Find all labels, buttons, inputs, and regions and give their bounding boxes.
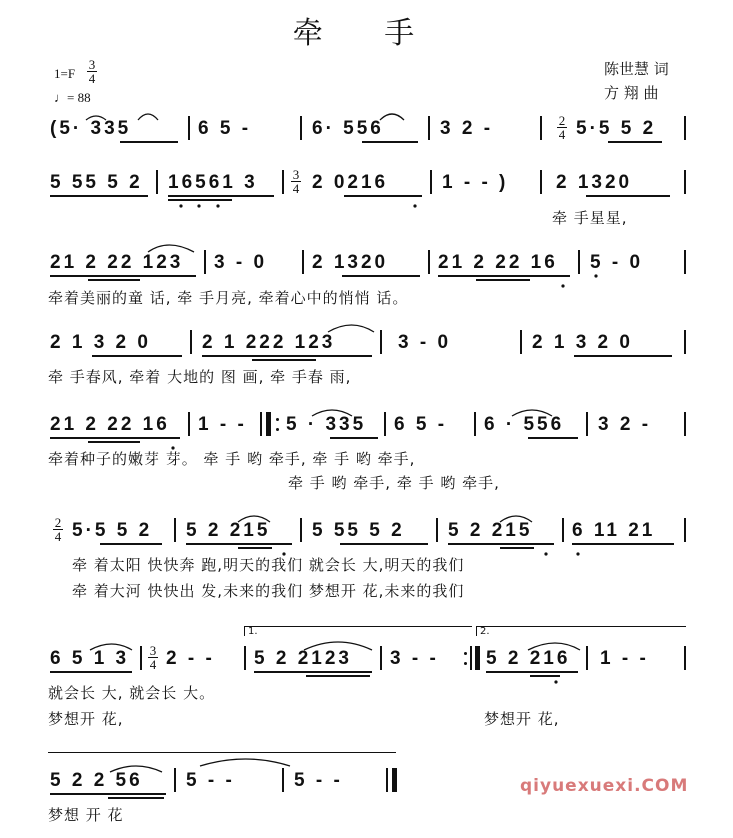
time-signature-bottom: 4	[149, 657, 157, 672]
measure-r3-2: 3 - 0	[214, 252, 268, 273]
slur-mark	[512, 410, 552, 416]
lyrics-r4: 牵 手春风, 牵着 大地的 图 画, 牵 手春 雨,	[48, 368, 352, 386]
time-signature-top: 2	[558, 113, 566, 128]
measure-r1-3: 6· 556	[312, 118, 384, 139]
slur-mark	[312, 410, 352, 416]
measure-r2-2: 16561 3	[168, 172, 258, 193]
measure-r2-5: 2 1320	[556, 172, 633, 193]
octave-dot	[179, 204, 182, 207]
slur-mark	[148, 245, 194, 252]
octave-dot	[197, 204, 200, 207]
slur-mark	[500, 516, 532, 522]
measure-r6-1: 5·5 5 2	[72, 520, 153, 541]
measure-r5-1: 21 2 22 16	[50, 414, 170, 435]
time-signature-bottom: 4	[292, 181, 300, 196]
measure-r1-4: 3 2 -	[440, 118, 494, 139]
measure-r7-6: 1 - -	[600, 648, 649, 669]
octave-dot	[216, 204, 219, 207]
lyrics-r5b: 牵 手 哟 牵手, 牵 手 哟 牵手,	[288, 474, 500, 492]
measure-r8-1: 5 2 2 56	[50, 770, 143, 791]
time-signature-top: 2	[54, 515, 62, 530]
lyricist-credit: 陈世慧 词	[604, 60, 669, 78]
time-signature-bottom: 4	[88, 71, 96, 86]
volta-1-label: 1.	[248, 626, 258, 637]
lyrics-r3: 牵着美丽的童 话, 牵 手月亮, 牵着心中的悄悄 话。	[48, 289, 409, 307]
slur-mark	[200, 759, 290, 766]
lyrics-r7a: 就会长 大, 就会长 大。	[48, 684, 216, 702]
measure-r5-5: 6 · 556	[484, 414, 565, 435]
time-signature-top: 3	[88, 57, 96, 72]
measure-r4-1: 2 1 3 2 0	[50, 332, 151, 353]
slur-mark	[90, 644, 132, 650]
time-signature-top: 3	[149, 643, 157, 658]
octave-dot	[561, 284, 564, 287]
slur-mark	[110, 766, 162, 772]
time-signature-bottom: 4	[558, 127, 566, 142]
measure-r6-4: 5 2 215	[448, 520, 533, 541]
slur-mark	[138, 114, 158, 120]
slur-mark	[238, 516, 270, 522]
watermark-text: qiyuexuexi.COM	[520, 776, 689, 796]
measure-r5-6: 3 2 -	[598, 414, 652, 435]
measure-r1-1: (5· 335	[50, 118, 132, 139]
slur-mark	[328, 325, 374, 332]
measure-r6-3: 5 55 5 2	[312, 520, 405, 541]
measure-r4-4: 2 1 3 2 0	[532, 332, 633, 353]
measure-r7-4: 3 - -	[390, 648, 439, 669]
song-title: 牵 手	[292, 16, 441, 51]
measure-r2-1: 5 55 5 2	[50, 172, 143, 193]
measure-r7-2: 2 - -	[166, 648, 215, 669]
measure-r1-2: 6 5 -	[198, 118, 252, 139]
measure-r7-3: 5 2 2123	[254, 648, 352, 669]
octave-dot	[413, 204, 416, 207]
lyrics-r2: 牵 手星星,	[552, 209, 628, 227]
measure-r2-3: 2 0216	[312, 172, 389, 193]
octave-dot	[576, 552, 579, 555]
measure-r4-3: 3 - 0	[398, 332, 452, 353]
octave-dot	[544, 552, 547, 555]
slur-mark	[380, 114, 404, 120]
measure-r7-5: 5 2 216	[486, 648, 571, 669]
slur-mark	[304, 642, 372, 650]
lyrics-r6b: 牵 着大河 快快出 发,未来的我们 梦想开 花,未来的我们	[72, 582, 465, 600]
lyrics-r6a: 牵 着太阳 快快奔 跑,明天的我们 就会长 大,明天的我们	[72, 556, 465, 574]
octave-dot	[554, 680, 557, 683]
lyrics-r7b-right: 梦想开 花,	[484, 710, 560, 728]
slur-mark	[86, 116, 106, 120]
measure-r6-2: 5 2 215	[186, 520, 271, 541]
lyrics-r8: 梦想 开 花	[48, 806, 124, 824]
measure-r7-1: 6 5 1 3	[50, 648, 130, 669]
volta-2-label: 2.	[480, 626, 490, 637]
measure-r5-2: 1 - -	[198, 414, 247, 435]
composer-credit: 方 翔 曲	[604, 84, 659, 102]
measure-r3-5: 5 - 0	[590, 252, 644, 273]
measure-r3-1: 21 2 22 123	[50, 252, 184, 273]
measure-r2-4: 1 - - )	[442, 172, 509, 193]
octave-dot	[171, 446, 174, 449]
measure-r3-3: 2 1320	[312, 252, 389, 273]
time-signature-bottom: 4	[54, 529, 62, 544]
tempo-marking: ♩= 88	[54, 90, 91, 105]
time-signature-top: 3	[292, 167, 300, 182]
measure-r3-4: 21 2 22 16	[438, 252, 558, 273]
lyrics-r5a: 牵着种子的嫩芽 芽。 牵 手 哟 牵手, 牵 手 哟 牵手,	[48, 450, 416, 468]
measure-r8-3: 5 - -	[294, 770, 343, 791]
octave-dot	[282, 552, 285, 555]
lyrics-r7b-left: 梦想开 花,	[48, 710, 124, 728]
key-signature: 1=F	[54, 66, 76, 81]
measure-r5-4: 6 5 -	[394, 414, 448, 435]
octave-dot	[594, 274, 597, 277]
slur-mark	[528, 643, 580, 650]
measure-r8-2: 5 - -	[186, 770, 235, 791]
measure-r5-3: 5 · 335	[286, 414, 367, 435]
measure-r4-2: 2 1 222 123	[202, 332, 336, 353]
measure-r1-5: 5·5 5 2	[576, 118, 657, 139]
measure-r6-5: 6 11 21	[572, 520, 656, 541]
